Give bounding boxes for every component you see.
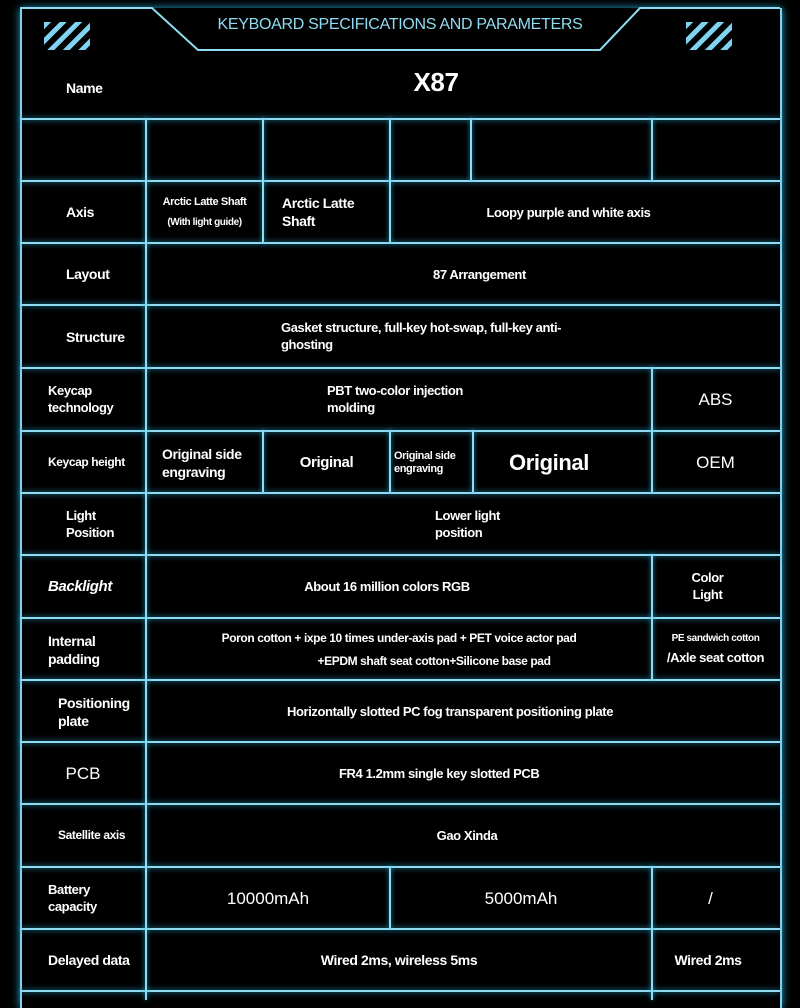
page-title: KEYBOARD SPECIFICATIONS AND PARAMETERS [217,16,583,33]
label-layout: Layout [66,265,110,282]
label-keycap-technology: Keycap technology [48,383,114,415]
keycap-technology-value: PBT two-color injection molding [327,383,463,415]
keycap-technology-alt: ABS [698,389,733,409]
axis-option-2: Arctic Latte Shaft [282,194,355,229]
pcb-value: FR4 1.2mm single key slotted PCB [339,765,540,781]
battery-value-3: / [708,888,713,908]
keycap-height-5: OEM [696,452,735,472]
delay-value: Wired 2ms, wireless 5ms [320,951,478,968]
battery-value-2: 5000mAh [484,888,558,908]
backlight-value: About 16 million colors RGB [304,578,470,594]
padding-alt [653,619,778,681]
label-backlight: Backlight [48,578,112,596]
keycap-height-2: Original [299,454,354,472]
padding-alt-2: /Axle seat cotton [666,650,765,666]
padding-line-2: +EPDM shaft seat cotton+Silicone base pad [317,654,551,668]
label-internal-padding: Internal padding [48,632,100,667]
axis-option-1 [147,182,262,242]
battery-value-1: 10000mAh [226,888,310,908]
label-axis: Axis [66,203,94,220]
label-delayed-data: Delayed data [48,951,130,968]
padding-value [147,619,651,681]
structure-value: Gasket structure, full-key hot-swap, full-key anti-ghosting [281,320,562,352]
keycap-height-1: Original side engraving [162,445,242,480]
label-battery-capacity: Battery capacity [48,882,97,914]
axis-option-3: Loopy purple and white axis [486,204,651,220]
delay-alt: Wired 2ms [674,951,742,968]
positioning-plate-value: Horizontally slotted PC fog transparent positioning plate [287,703,614,719]
label-positioning-plate: Positioning plate [58,694,130,729]
light-position-value: Lower light position [435,508,500,540]
stripes-left-icon [44,22,90,50]
stripes-right-icon [686,22,732,50]
satellite-axis-value: Gao Xinda [436,827,498,843]
label-satellite-axis: Satellite axis [58,828,126,843]
label-structure: Structure [66,328,125,345]
axis-option-1-note: (With light guide) [167,217,242,228]
label-pcb: PCB [65,763,101,783]
label-keycap-height: Keycap height [48,455,125,470]
keycap-height-4: Original [509,449,589,475]
keycap-height-3: Original side engraving [394,449,456,475]
layout-value: 87 Arrangement [433,266,526,282]
backlight-alt: Color Light [691,570,724,602]
padding-line-1: Poron cotton + ixpe 10 times under-axis pad + PET voice actor pad [221,631,577,646]
padding-alt-1: PE sandwich cotton [671,633,760,645]
label-light-position: Light Position [66,508,115,540]
label-name: Name [66,79,103,96]
axis-option-1-name: Arctic Latte Shaft [162,196,247,208]
model-name: X87 [413,66,459,97]
